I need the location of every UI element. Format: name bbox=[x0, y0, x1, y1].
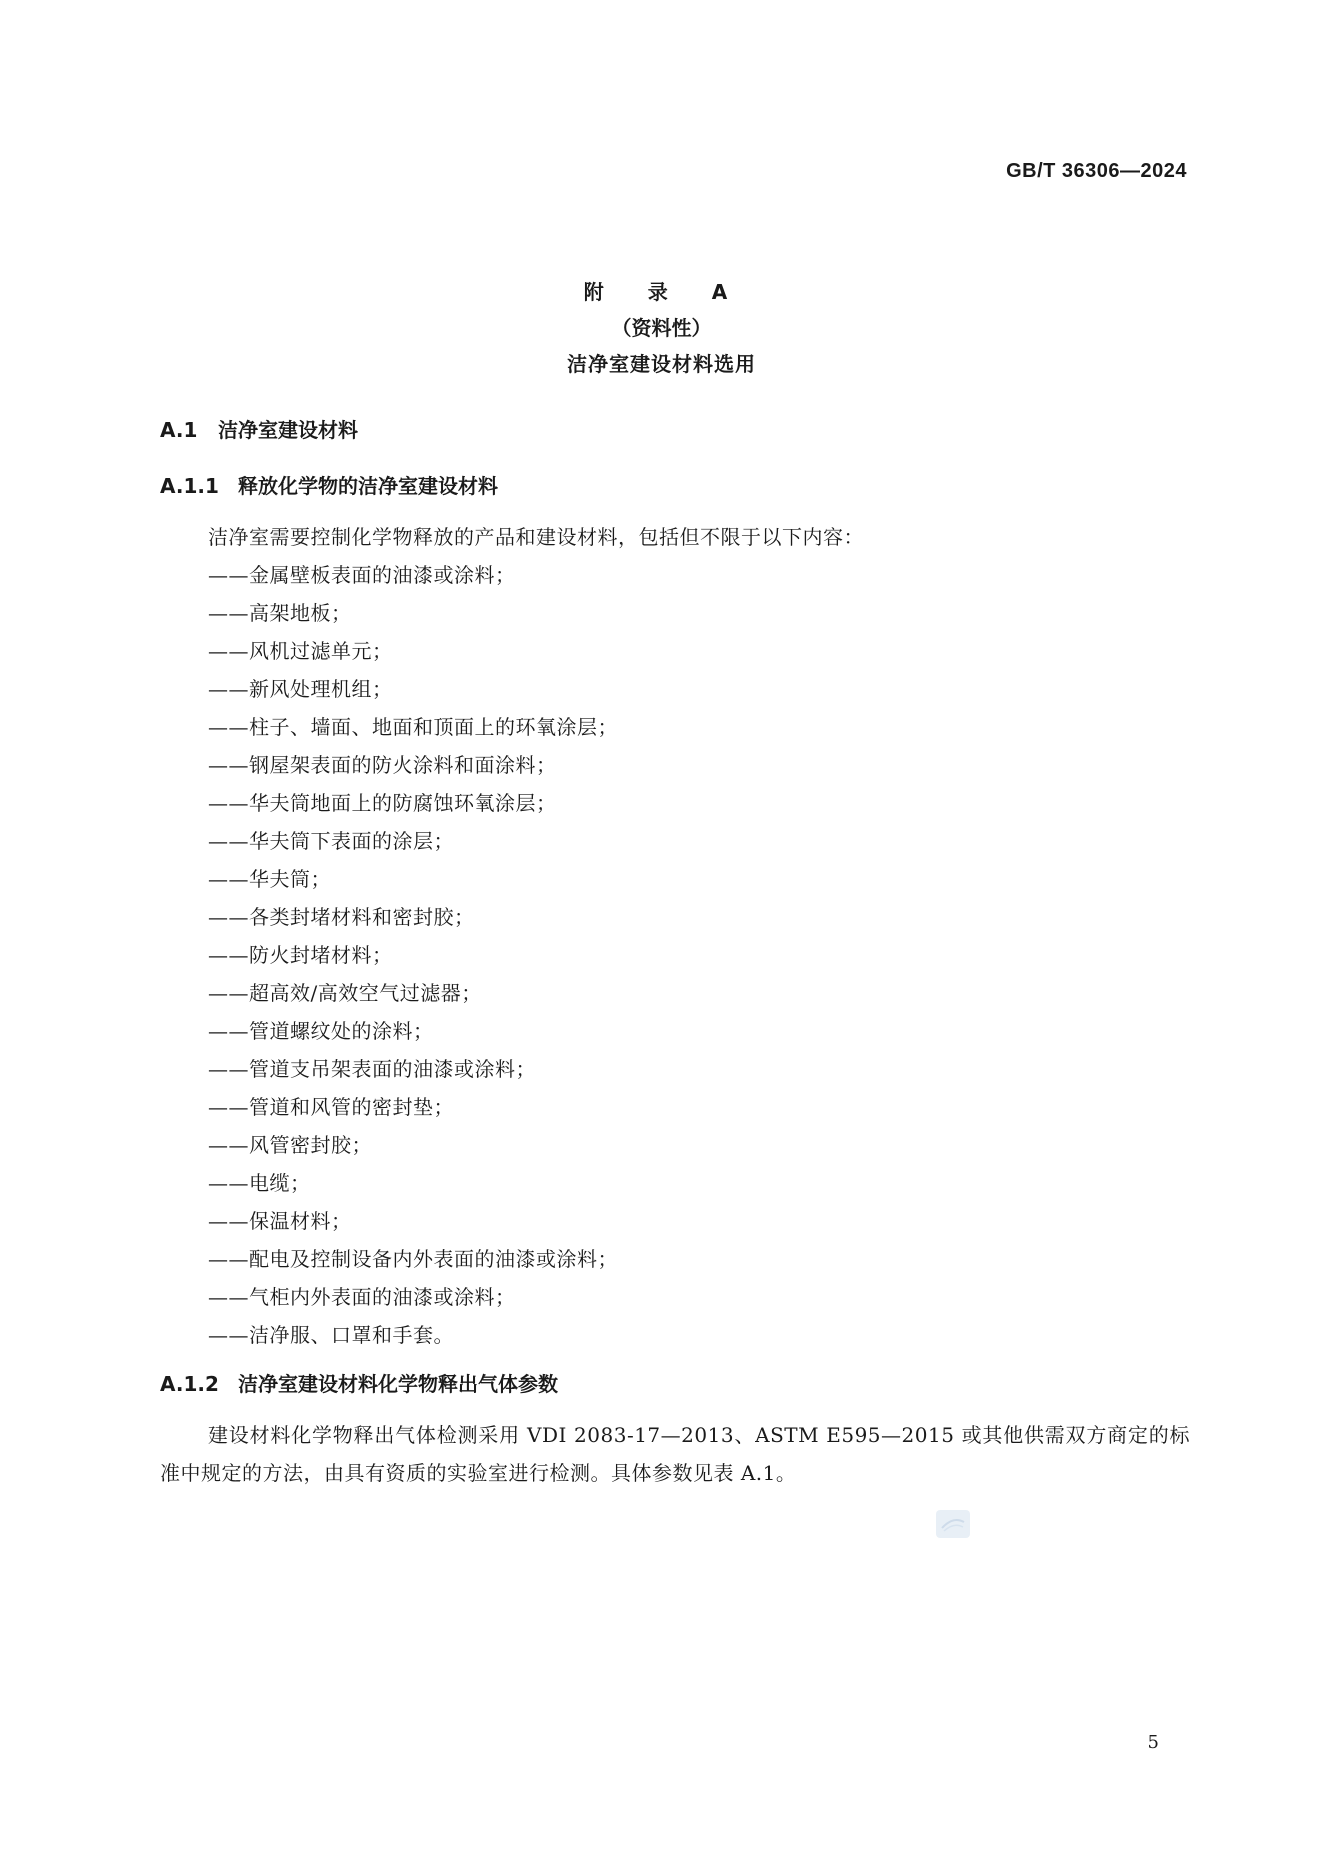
list-item: ——华夫筒下表面的涂层； bbox=[208, 829, 454, 853]
section-title: 洁净室建设材料化学物释出气体参数 bbox=[238, 1372, 558, 1396]
list-item: ——华夫筒地面上的防腐蚀环氧涂层； bbox=[208, 791, 557, 815]
list-item: ——风机过滤单元； bbox=[208, 639, 393, 663]
list-item: ——气柜内外表面的油漆或涂料； bbox=[208, 1285, 516, 1309]
list-item: ——管道和风管的密封垫； bbox=[208, 1095, 454, 1119]
section-number: A.1 bbox=[160, 418, 198, 442]
section-title: 释放化学物的洁净室建设材料 bbox=[238, 474, 498, 498]
list-item: ——钢屋架表面的防火涂料和面涂料； bbox=[208, 753, 557, 777]
annex-type: （资料性） bbox=[611, 316, 712, 340]
list-item: ——金属壁板表面的油漆或涂料； bbox=[208, 563, 516, 587]
list-item: ——防火封堵材料； bbox=[208, 943, 393, 967]
section-number: A.1.2 bbox=[160, 1372, 219, 1396]
annex-name: 洁净室建设材料选用 bbox=[567, 352, 756, 376]
annex-title: 附 录 A bbox=[583, 280, 740, 304]
list-item: ——华夫筒； bbox=[208, 867, 331, 891]
sac-logo-icon bbox=[936, 1510, 970, 1538]
list-item: ——各类封堵材料和密封胶； bbox=[208, 905, 475, 929]
material-list bbox=[160, 556, 1190, 1354]
section-heading-a1 bbox=[160, 410, 1190, 450]
section-title: 洁净室建设材料 bbox=[218, 418, 358, 442]
list-item: ——高架地板； bbox=[208, 601, 352, 625]
annex-heading bbox=[0, 274, 1323, 382]
section-heading-a1-1 bbox=[160, 466, 1190, 506]
list-item: ——柱子、墙面、地面和顶面上的环氧涂层； bbox=[208, 715, 618, 739]
section-heading-a1-2 bbox=[160, 1364, 1190, 1404]
section-number: A.1.1 bbox=[160, 474, 219, 498]
list-item: ——管道支吊架表面的油漆或涂料； bbox=[208, 1057, 536, 1081]
standard-code: GB/T 36306—2024 bbox=[1006, 160, 1187, 182]
document-body bbox=[160, 410, 1190, 1492]
list-item: ——洁净服、口罩和手套。 bbox=[208, 1323, 454, 1347]
list-item: ——保温材料； bbox=[208, 1209, 352, 1233]
list-item: ——管道螺纹处的涂料； bbox=[208, 1019, 434, 1043]
list-item: ——配电及控制设备内外表面的油漆或涂料； bbox=[208, 1247, 618, 1271]
list-item: ——新风处理机组； bbox=[208, 677, 393, 701]
list-item: ——超高效/高效空气过滤器； bbox=[208, 981, 482, 1005]
page-number: 5 bbox=[1147, 1732, 1159, 1753]
intro-paragraph: 洁净室需要控制化学物释放的产品和建设材料，包括但不限于以下内容： bbox=[208, 525, 864, 549]
outgassing-paragraph: 建设材料化学物释出气体检测采用 VDI 2083-17—2013、ASTM E595—2015 或其他供需双方商定的标准中规定的方法，由具有资质的实验室进行检测。具体参数见表 A.1。 bbox=[160, 1423, 1190, 1485]
list-item: ——风管密封胶； bbox=[208, 1133, 372, 1157]
list-item: ——电缆； bbox=[208, 1171, 311, 1195]
